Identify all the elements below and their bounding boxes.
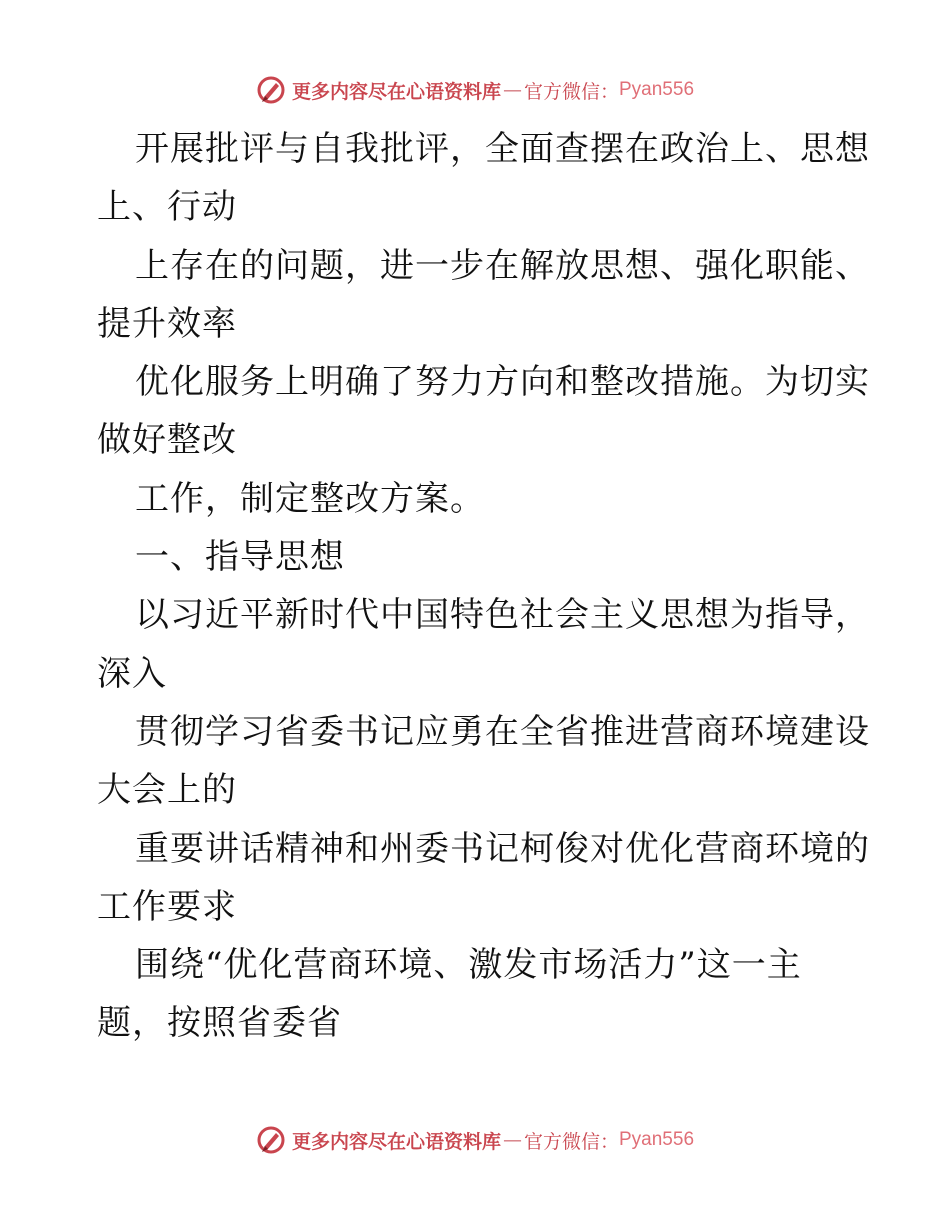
text-line-16: 题，按照省委省 bbox=[97, 1003, 342, 1044]
banner-wechat-id: Pyan556 bbox=[619, 1129, 695, 1150]
banner-brand-text: 更多内容尽在心语资料库 bbox=[291, 1130, 501, 1153]
section-heading: 一、指导思想 bbox=[135, 537, 345, 578]
text-line-9: 以习近平新时代中国特色社会主义思想为指导， bbox=[135, 595, 870, 636]
banner-brand-text: 更多内容尽在心语资料库 bbox=[291, 80, 501, 103]
text-line-15: 围绕“优化营商环境、激发市场活力”这一主 bbox=[135, 945, 802, 986]
pen-logo-icon bbox=[256, 75, 286, 105]
text-line-3: 上存在的问题，进一步在解放思想、强化职能、 bbox=[135, 245, 870, 286]
banner-separator: — bbox=[502, 79, 522, 101]
text-line-2: 上、行动 bbox=[97, 187, 237, 228]
text-line-14: 工作要求 bbox=[97, 886, 237, 927]
text-line-12: 大会上的 bbox=[97, 770, 237, 811]
footer-watermark-banner bbox=[0, 1120, 950, 1160]
text-line-13: 重要讲话精神和州委书记柯俊对优化营商环境的 bbox=[135, 828, 870, 869]
banner-official-label: 官方微信： bbox=[523, 1130, 619, 1153]
banner-wechat-id: Pyan556 bbox=[619, 79, 695, 100]
document-body bbox=[97, 120, 870, 1053]
text-line-10: 深入 bbox=[97, 653, 167, 694]
text-line-11: 贯彻学习省委书记应勇在全省推进营商环境建设 bbox=[135, 711, 870, 752]
text-line-6: 做好整改 bbox=[97, 420, 237, 461]
pen-logo-icon bbox=[256, 1125, 286, 1155]
banner-separator: — bbox=[502, 1129, 522, 1151]
text-line-5: 优化服务上明确了努力方向和整改措施。为切实 bbox=[135, 362, 870, 403]
text-line-1: 开展批评与自我批评，全面查摆在政治上、思想 bbox=[135, 129, 870, 169]
text-line-7: 工作，制定整改方案。 bbox=[135, 478, 485, 519]
text-line-4: 提升效率 bbox=[97, 303, 237, 344]
header-watermark-banner bbox=[0, 70, 950, 110]
banner-official-label: 官方微信： bbox=[523, 80, 619, 103]
